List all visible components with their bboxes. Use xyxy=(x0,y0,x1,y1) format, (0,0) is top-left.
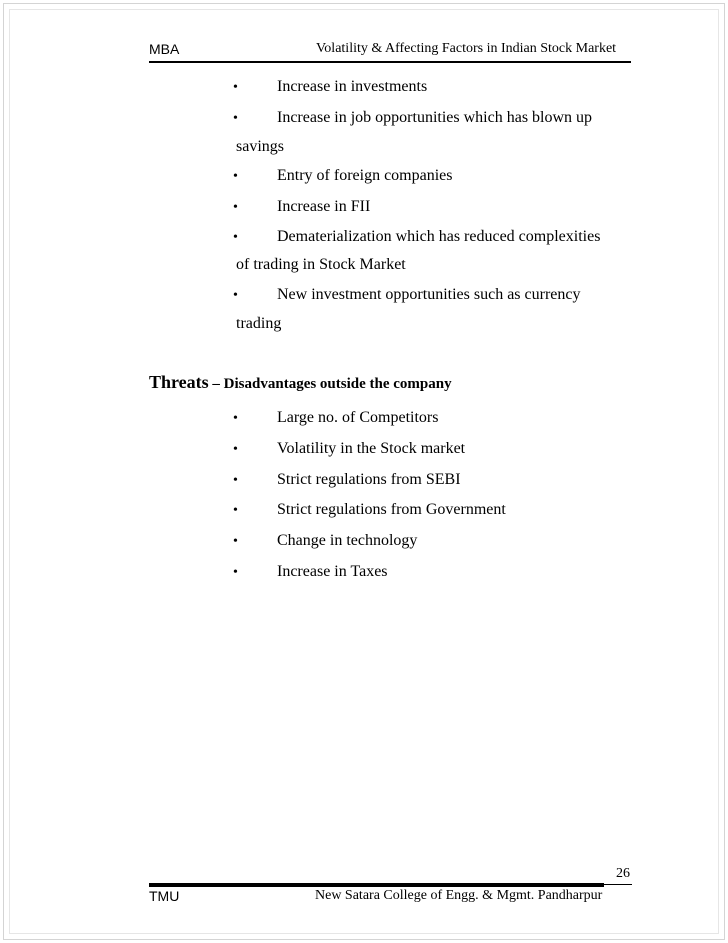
list-item-text: Volatility in the Stock market xyxy=(277,440,466,457)
bullet-icon: • xyxy=(233,200,238,215)
page-number: 26 xyxy=(616,866,630,881)
list-item-text: Strict regulations from SEBI xyxy=(277,471,461,488)
footer-rule xyxy=(149,883,604,887)
list-item-text: Increase in investments xyxy=(277,78,428,95)
footer-rule-end xyxy=(604,884,632,885)
list-item xyxy=(233,197,370,218)
bullet-icon: • xyxy=(233,230,238,245)
bullet-icon: • xyxy=(233,169,238,184)
list-item-continuation: trading xyxy=(236,315,282,332)
list-item xyxy=(233,439,465,460)
bullet-icon: • xyxy=(233,288,238,303)
section-heading-subtitle: – Disadvantages outside the company xyxy=(208,376,452,392)
list-item xyxy=(233,408,438,429)
list-item-text: Increase in job opportunities which has blown up xyxy=(277,109,593,126)
list-item-continuation: of trading in Stock Market xyxy=(236,256,406,273)
list-item-text: Dematerialization which has reduced complexities xyxy=(277,228,601,245)
list-item-text: Increase in Taxes xyxy=(277,563,388,580)
list-item-text: New investment opportunities such as currency xyxy=(277,286,581,303)
bullet-icon: • xyxy=(233,534,238,549)
bullet-icon: • xyxy=(233,111,238,126)
bullet-icon: • xyxy=(233,411,238,426)
list-item xyxy=(233,166,453,187)
footer-college: New Satara College of Engg. & Mgmt. Pandharpur xyxy=(315,888,603,903)
header-rule xyxy=(149,61,631,63)
bullet-icon: • xyxy=(233,80,238,95)
bullet-icon: • xyxy=(233,503,238,518)
list-item-text: Entry of foreign companies xyxy=(277,167,453,184)
list-item-text: Increase in FII xyxy=(277,198,371,215)
list-item xyxy=(233,500,506,521)
list-item xyxy=(233,77,427,98)
list-item xyxy=(233,108,592,129)
header-course: MBA xyxy=(149,41,180,57)
list-item-text: Large no. of Competitors xyxy=(277,409,439,426)
list-item xyxy=(233,562,388,583)
header-title: Volatility & Affecting Factors in Indian Stock Market xyxy=(316,41,617,56)
list-item-text: Change in technology xyxy=(277,532,418,549)
bullet-icon: • xyxy=(233,565,238,580)
bullet-icon: • xyxy=(233,473,238,488)
list-item xyxy=(233,227,600,248)
list-item xyxy=(233,470,461,491)
section-heading xyxy=(149,372,452,393)
list-item xyxy=(233,531,417,552)
section-heading-title: Threats xyxy=(149,372,209,392)
bullet-icon: • xyxy=(233,442,238,457)
footer-university: TMU xyxy=(149,888,180,904)
list-item xyxy=(233,285,580,306)
list-item-continuation: savings xyxy=(236,138,284,155)
list-item-text: Strict regulations from Government xyxy=(277,501,506,518)
